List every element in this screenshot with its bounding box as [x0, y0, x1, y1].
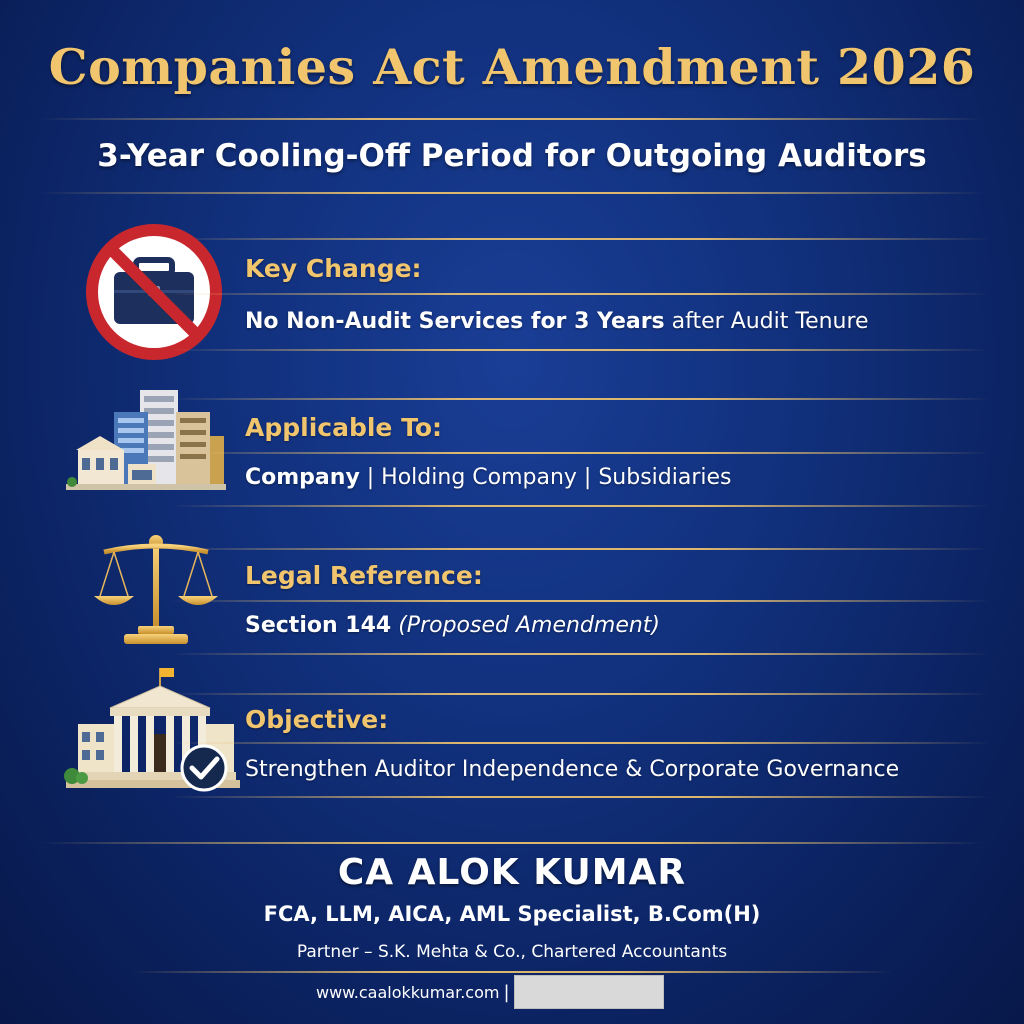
applicable-to-highlight: Company	[245, 465, 360, 490]
subtitle-divider	[40, 192, 984, 194]
section-divider	[170, 548, 990, 550]
section-divider	[170, 398, 990, 400]
applicable-to-body	[245, 465, 732, 490]
objective-body: Strengthen Auditor Independence & Corporate Governance	[245, 757, 900, 782]
section-top-divider	[170, 238, 990, 240]
key-change-highlight: No Non-Audit Services for 3 Years	[245, 309, 665, 334]
website-link[interactable]: www.caalokkumar.com	[316, 982, 500, 1002]
redacted-box	[514, 975, 664, 1009]
legal-reference-rest: (Proposed Amendment)	[391, 613, 661, 638]
applicable-to-title: Applicable To:	[245, 413, 442, 442]
key-change-body	[245, 309, 869, 334]
key-change-rest: after Audit Tenure	[664, 309, 869, 334]
website-separator: |	[503, 981, 510, 1003]
section-divider	[170, 796, 990, 798]
section-divider	[170, 742, 990, 744]
title-divider	[40, 118, 984, 120]
legal-reference-highlight: Section 144	[245, 613, 392, 638]
legal-reference-title: Legal Reference:	[245, 561, 483, 590]
government-building-check-icon	[56, 664, 240, 794]
author-name: CA ALOK KUMAR	[337, 852, 687, 893]
section-divider	[170, 452, 990, 454]
section-divider	[170, 349, 990, 351]
key-change-title: Key Change:	[245, 254, 422, 283]
section-divider	[170, 600, 990, 602]
section-divider	[170, 505, 990, 507]
office-buildings-icon	[66, 386, 226, 490]
main-title: Companies Act Amendment 2026	[48, 38, 976, 96]
no-briefcase-icon	[84, 222, 224, 362]
applicable-to-rest: | Holding Company | Subsidiaries	[359, 465, 732, 490]
section-divider	[170, 693, 990, 695]
footer-divider	[40, 842, 984, 844]
author-qualifications: FCA, LLM, AICA, AML Specialist, B.Com(H)	[263, 902, 761, 926]
scales-of-justice-icon	[90, 532, 222, 646]
section-divider	[170, 653, 990, 655]
website-row	[316, 976, 664, 1008]
author-role: Partner – S.K. Mehta & Co., Chartered Accountants	[296, 942, 728, 962]
section-divider	[170, 293, 990, 295]
legal-reference-body	[245, 613, 660, 638]
footer-bottom-divider	[130, 971, 894, 973]
objective-title: Objective:	[245, 705, 389, 734]
subtitle: 3-Year Cooling-Off Period for Outgoing Auditors	[97, 138, 927, 174]
